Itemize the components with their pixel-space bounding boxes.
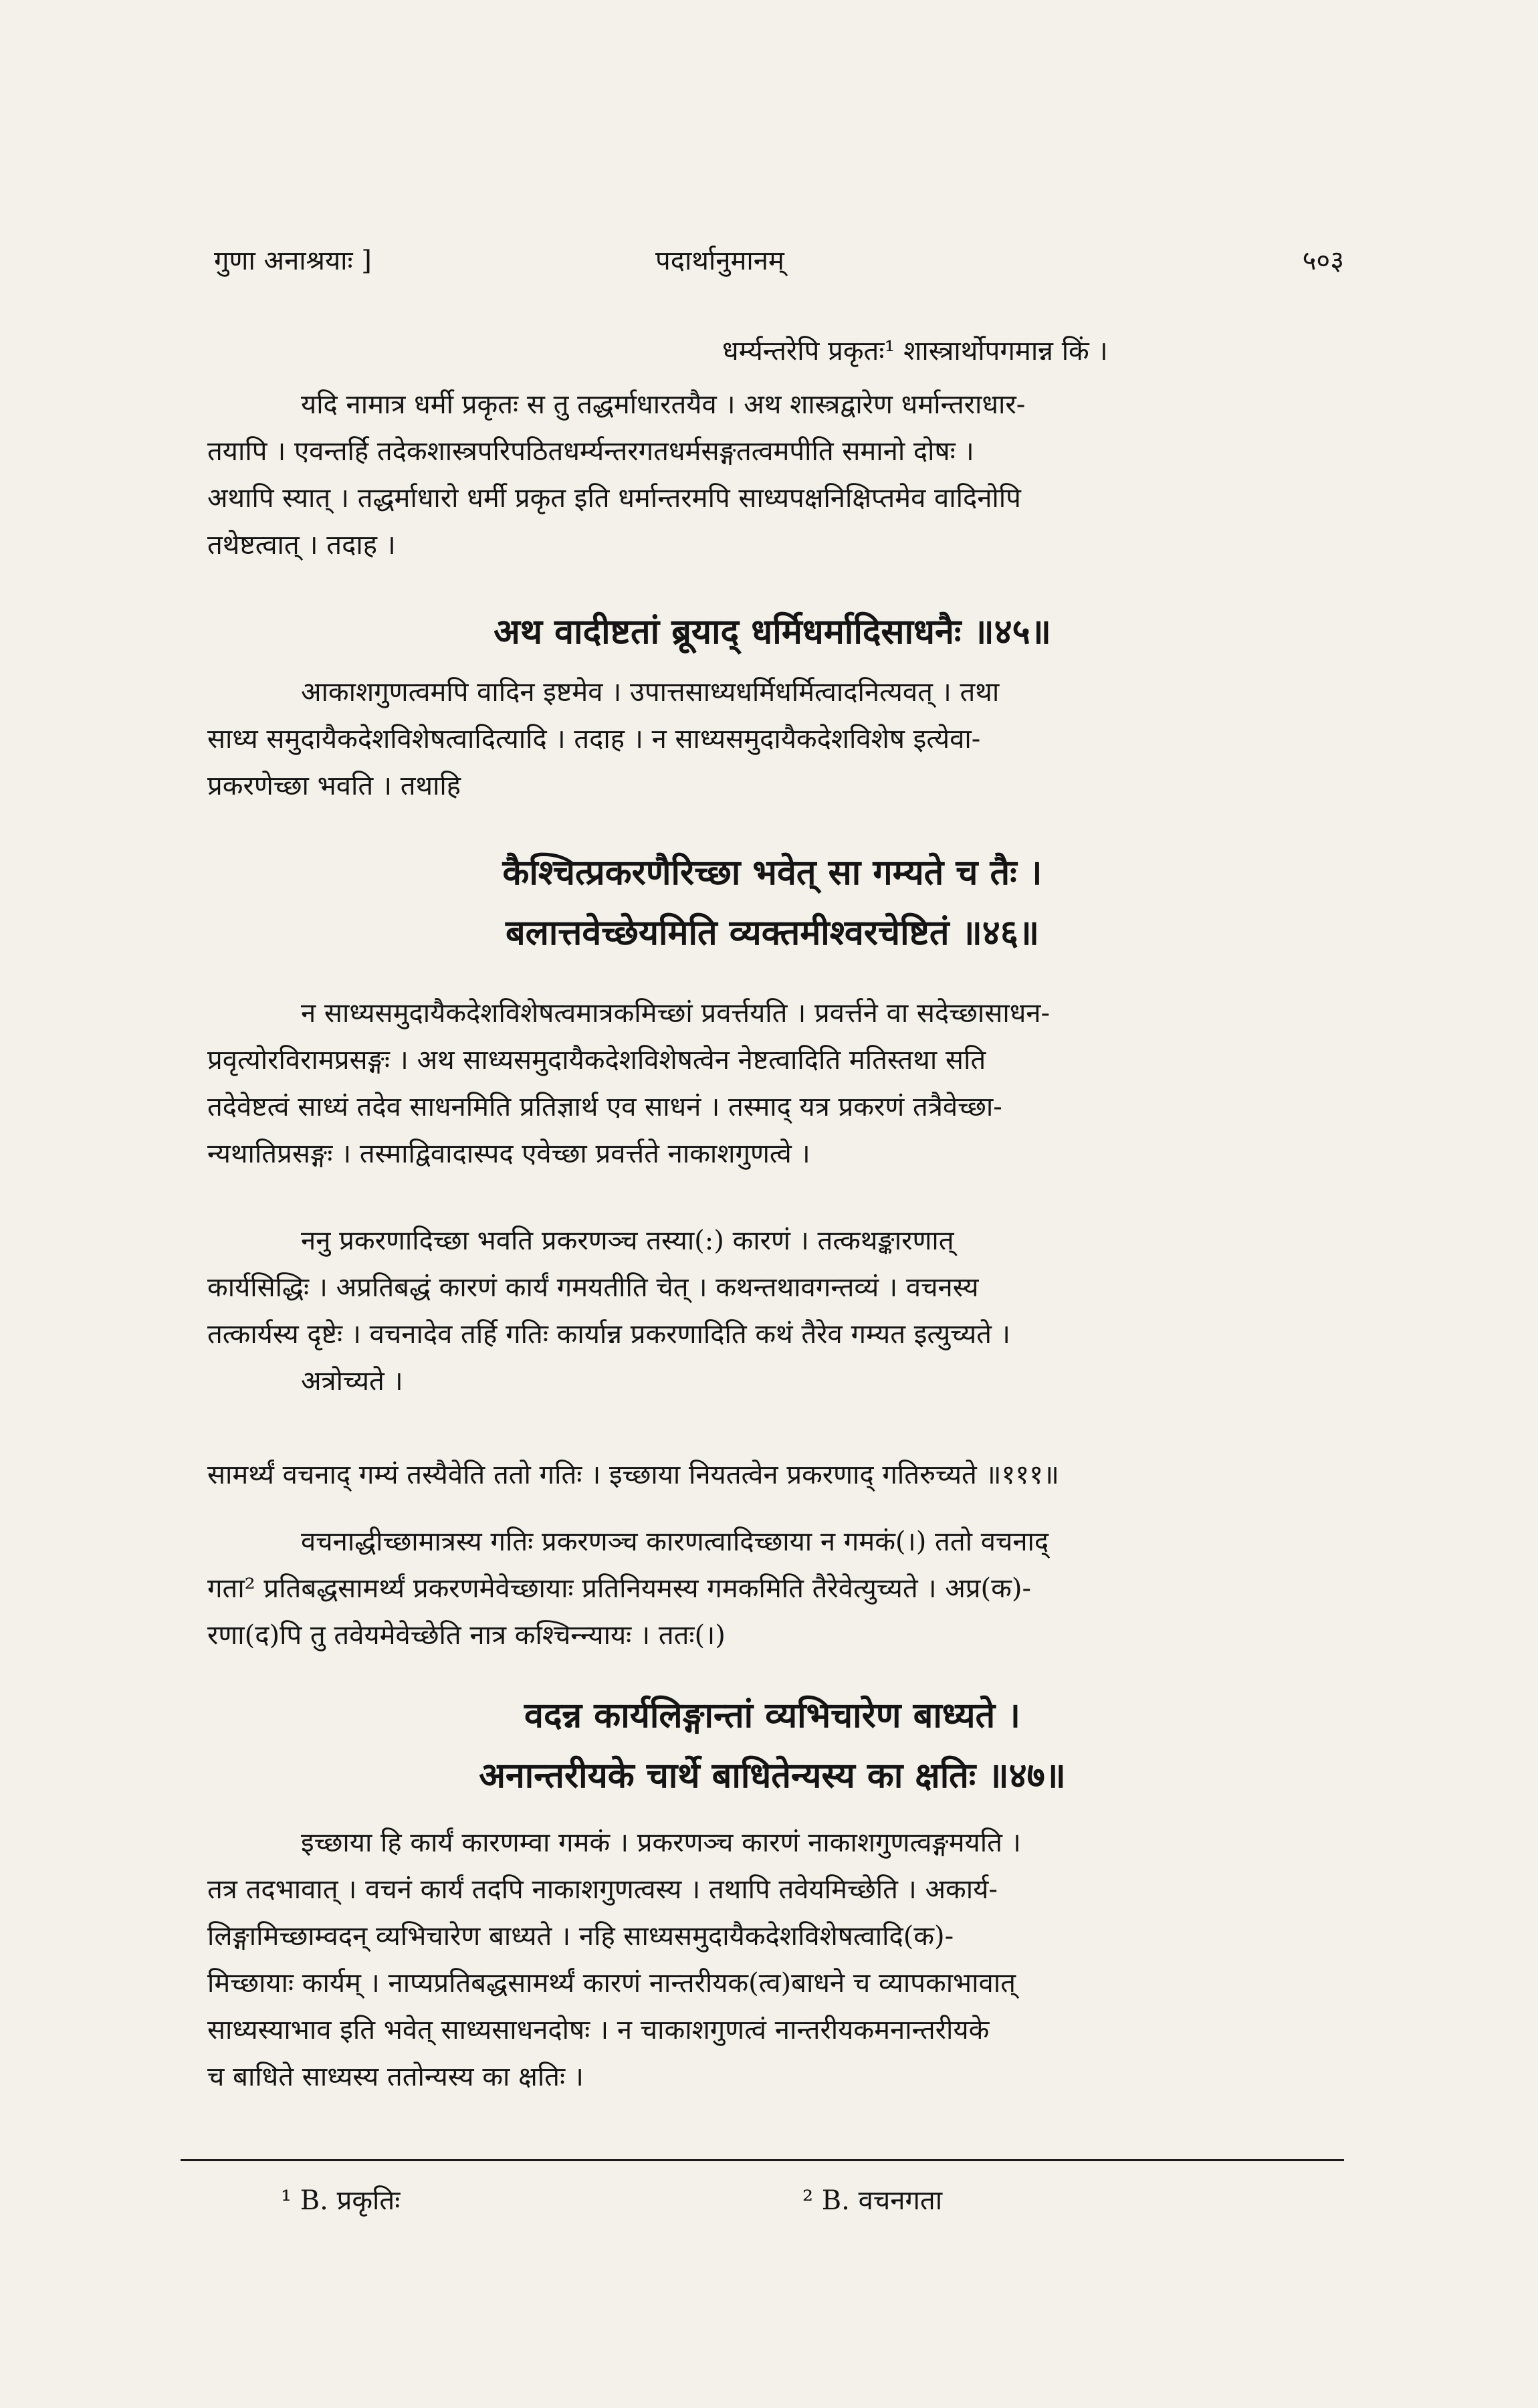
para2-line: साध्य समुदायैकदेशविशेषत्वादित्यादि । तदाह । न साध्यसमुदायैकदेशविशेष इत्येवा- <box>207 724 981 755</box>
para1-line: तयापि । एवन्तर्हि तदेकशास्त्रपरिपठितधर्म्यन्तरगतधर्मसङ्गतत्वमपीति समानो दोषः । <box>207 436 974 467</box>
verse-45 <box>207 602 1337 662</box>
header-chapter-title: पदार्थानुमानम् <box>655 245 784 276</box>
para6-line: च बाधिते साध्यस्य ततोन्यस्य का क्षतिः । <box>207 2062 584 2092</box>
verse-47 <box>207 1686 1337 1806</box>
atrochyate-line: अत्रोच्यते । <box>301 1366 403 1397</box>
para3-line: तदेवेष्टत्वं साध्यं तदेव साधनमिति प्रतिज्ञार्थ एव साधनं । तस्माद् यत्र प्रकरणं तत्रैवेच्छा- <box>207 1092 1002 1122</box>
para6-line: साध्यस्याभाव इति भवेत् साध्यसाधनदोषः । न चाकाशगुणत्वं नान्तरीयकमनान्तरीयके <box>207 2015 990 2045</box>
verse-47-line: वदन्न कार्यलिङ्गान्तां व्यभिचारेण बाध्यते । <box>524 1695 1020 1736</box>
para4-line: कार्यसिद्धिः । अप्रतिबद्धं कारणं कार्यं गमयतीति चेत् । कथन्तथावगन्तव्यं । वचनस्य <box>207 1272 979 1303</box>
footnote-rule <box>181 2159 1344 2161</box>
paragraph-4 <box>207 1217 1337 1405</box>
para6-line: मिच्छायाः कार्यम् । नाप्यप्रतिबद्धसामर्थ्यं कारणं नान्तरीयक(त्व)बाधने च व्यापकाभावात् <box>207 1968 1016 1999</box>
verse-46-line: कैश्चित्प्रकरणैरिच्छा भवेत् सा गम्यते च तैः । <box>502 852 1042 893</box>
intro-verse-line <box>207 328 1337 375</box>
page-number: ५०३ <box>1302 245 1344 276</box>
footnotes <box>281 2181 1284 2221</box>
paragraph-3 <box>207 990 1337 1177</box>
verse-46 <box>207 843 1337 963</box>
verse-111-line: सामर्थ्यं वचनाद् गम्यं तस्यैवेति ततो गतिः । इच्छाया नियतत्वेन प्रकरणाद् गतिरुच्यते ॥१११॥ <box>207 1460 1059 1490</box>
para2-line: प्रकरणेच्छा भवति । तथाहि <box>207 771 461 801</box>
para3-line: प्रवृत्योरविरामप्रसङ्गः । अथ साध्यसमुदायैकदेशविशेषत्वेन नेष्टत्वादिति मतिस्तथा सति <box>207 1045 986 1076</box>
para5-line: गता² प्रतिबद्धसामर्थ्यं प्रकरणमेवेच्छायाः प्रतिनियमस्य गमकमिति तैरेवेत्युच्यते । अप्र(क)- <box>207 1573 1032 1604</box>
verse-46-line: बलात्तवेच्छेयमिति व्यक्तमीश्वरचेष्टितं ॥४६॥ <box>505 912 1040 953</box>
footnote-2: ² B. वचनगता <box>802 2185 943 2216</box>
para6-line: तत्र तदभावात् । वचनं कार्यं तदपि नाकाशगुणत्वस्य । तथापि तवेयमिच्छेति । अकार्य- <box>207 1874 998 1905</box>
para4-line: तत्कार्यस्य दृष्टेः । वचनादेव तर्हि गतिः कार्यान्न प्रकरणादिति कथं तैरेव गम्यत इत्युच्यते । <box>207 1319 1010 1350</box>
para3-line: न्यथातिप्रसङ्गः । तस्माद्विवादास्पद एवेच्छा प्रवर्त्तते नाकाशगुणत्वे । <box>207 1138 810 1169</box>
para1-line: अथापि स्यात् । तद्धर्माधारो धर्मी प्रकृत इति धर्मान्तरमपि साध्यपक्षनिक्षिप्तमेव वादिनोपि <box>207 483 1021 514</box>
paragraph-2 <box>207 669 1337 809</box>
para5-line: वचनाद्धीच्छामात्रस्य गतिः प्रकरणञ्च कारणत्वादिच्छाया न गमकं(।) ततो वचनाद् <box>301 1526 1049 1557</box>
para1-line: यदि नामात्र धर्मी प्रकृतः स तु तद्धर्माधारतयैव । अथ शास्त्रद्वारेण धर्मान्तराधार- <box>301 389 1026 420</box>
paragraph-6 <box>207 1819 1337 2100</box>
para5-line: रणा(द)पि तु तवेयमेवेच्छेति नात्र कश्चिन्न्यायः । ततः(।) <box>207 1620 726 1651</box>
header-section-title: गुणा अनाश्रयाः ] <box>214 245 372 276</box>
paragraph-5 <box>207 1518 1337 1659</box>
verse-47-line: अनान्तरीयके चार्थे बाधितेन्यस्य का क्षतिः ॥४७॥ <box>479 1755 1066 1796</box>
running-header <box>214 241 1344 281</box>
para1-line: तथेष्टत्वात् । तदाह । <box>207 530 396 561</box>
para3-line: न साध्यसमुदायैकदेशविशेषत्वमात्रकमिच्छां प्रवर्त्तयति । प्रवर्त्तने वा सदेच्छासाधन- <box>301 998 1051 1029</box>
verse-111 <box>207 1451 1337 1498</box>
para4-line: ननु प्रकरणादिच्छा भवति प्रकरणञ्च तस्या(:) कारणं । तत्कथङ्कारणात् <box>301 1225 954 1256</box>
para6-line: इच्छाया हि कार्यं कारणम्वा गमकं । प्रकरणञ्च कारणं नाकाशगुणत्वङ्गमयति । <box>301 1827 1021 1858</box>
intro-line-text: धर्म्यन्तरेपि प्रकृतः¹ शास्त्रार्थोपगमान्न किं । <box>722 336 1108 367</box>
paragraph-1 <box>207 381 1337 569</box>
footnote-1: ¹ B. प्रकृतिः <box>281 2185 401 2216</box>
verse-45-line: अथ वादीष्टतां ब्रूयाद् धर्मिधर्मादिसाधनैः ॥४५॥ <box>493 611 1051 652</box>
para6-line: लिङ्गामिच्छाम्वदन् व्यभिचारेण बाध्यते । नहि साध्यसमुदायैकदेशविशेषत्वादि(क)- <box>207 1921 954 1952</box>
para2-line: आकाशगुणत्वमपि वादिन इष्टमेव । उपात्तसाध्यधर्मिधर्मित्वादनित्यवत् । तथा <box>301 677 1000 708</box>
